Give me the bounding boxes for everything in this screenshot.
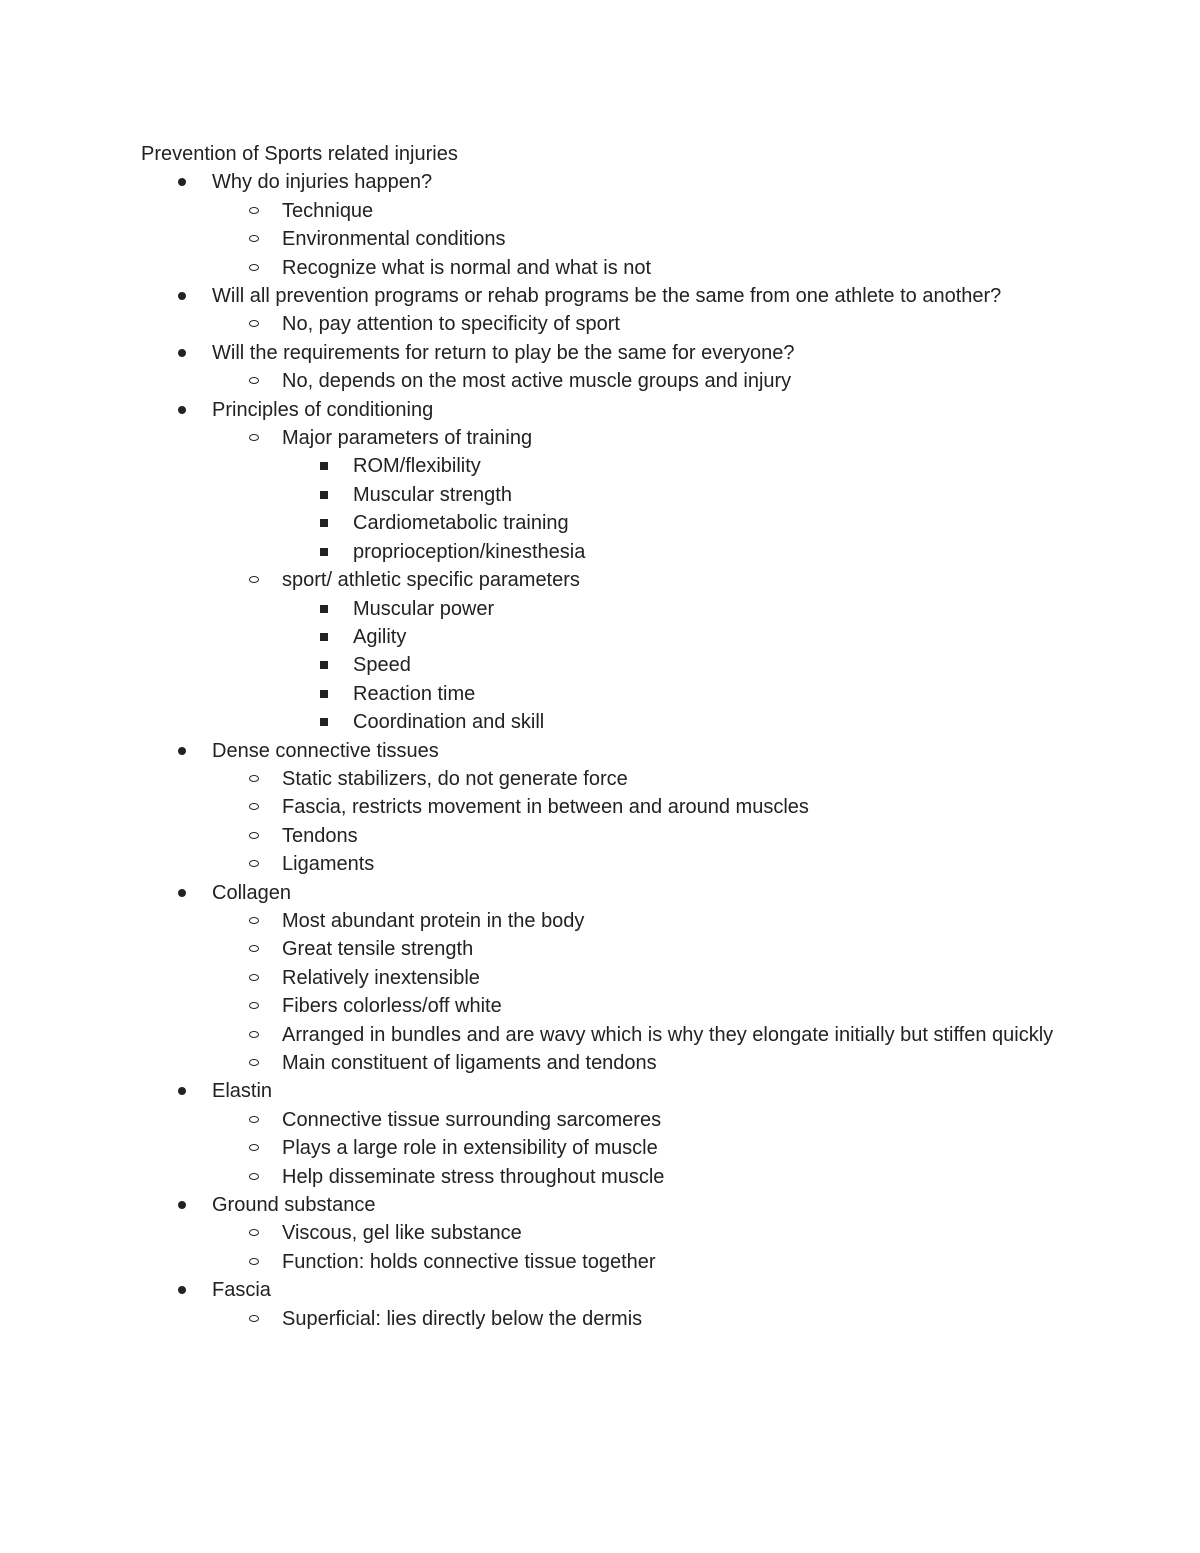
- bullet-circle-icon: [249, 320, 259, 327]
- list-item-text: Function: holds connective tissue together: [282, 1250, 656, 1273]
- list-item-text: Great tensile strength: [282, 938, 474, 961]
- bullet-square-icon: [320, 548, 328, 556]
- list-item-text: Principles of conditioning: [212, 398, 434, 421]
- list-item-level-1: [141, 1191, 1061, 1219]
- bullet-disc-icon: [178, 1286, 186, 1294]
- list-item-text: Main constituent of ligaments and tendons: [282, 1052, 657, 1074]
- list-item-text: Tendons: [282, 824, 358, 847]
- bullet-circle-icon: [249, 1002, 259, 1009]
- list-item-level-1: [141, 1276, 1061, 1304]
- list-item-text: Most abundant protein in the body: [282, 909, 585, 932]
- bullet-disc-icon: [178, 349, 186, 357]
- list-item-text: Technique: [282, 199, 374, 222]
- list-item-level-2: [141, 907, 1061, 935]
- bullet-circle-icon: [249, 945, 259, 952]
- list-item-text: Reaction time: [353, 682, 476, 705]
- bullet-square-icon: [320, 718, 328, 726]
- list-item-level-1: [141, 396, 1061, 424]
- list-item-level-3: [141, 680, 1061, 708]
- list-item-level-2: [141, 1219, 1061, 1247]
- list-item-text: Help disseminate stress throughout muscle: [282, 1165, 665, 1188]
- list-item-text: Arranged in bundles and are wavy which is why they elongate initially but stiffen quickly: [282, 1023, 1054, 1046]
- list-item-level-2: [141, 964, 1061, 992]
- list-item-text: Collagen: [212, 881, 291, 904]
- list-item-level-2: [141, 225, 1061, 253]
- list-item-text: Will all prevention programs or rehab programs be the same from one athlete to another?: [212, 285, 1002, 308]
- bullet-circle-icon: [249, 803, 259, 810]
- list-item-text: Fibers colorless/off white: [282, 995, 502, 1018]
- list-item-level-2: [141, 992, 1061, 1020]
- bullet-disc-icon: [178, 292, 186, 300]
- list-item-text: Fascia: [212, 1279, 271, 1302]
- list-item-level-3: [141, 708, 1061, 736]
- list-item-text: Dense connective tissues: [212, 739, 439, 762]
- list-item-text: Static stabilizers, do not generate force: [282, 767, 628, 790]
- list-item-level-2: [141, 1049, 1061, 1077]
- bullet-circle-icon: [249, 860, 259, 867]
- list-item-text: Elastin: [212, 1080, 273, 1103]
- list-item-text: No, pay attention to specificity of sport: [282, 313, 620, 336]
- bullet-circle-icon: [249, 1116, 259, 1123]
- list-item-level-2: [141, 1021, 1061, 1049]
- list-item-level-2: [141, 822, 1061, 850]
- list-item-level-3: [141, 595, 1061, 623]
- list-item-level-3: [141, 452, 1061, 480]
- list-item-level-2: [141, 424, 1061, 452]
- list-item-level-3: [141, 509, 1061, 537]
- bullet-circle-icon: [249, 1173, 259, 1180]
- bullet-circle-icon: [249, 377, 259, 384]
- list-item-text: Plays a large role in extensibility of muscle: [282, 1137, 658, 1160]
- bullet-circle-icon: [249, 832, 259, 839]
- list-item-text: Why do injuries happen?: [212, 171, 433, 194]
- list-item-level-2: [141, 254, 1061, 282]
- list-item-level-1: [141, 339, 1061, 367]
- bullet-square-icon: [320, 633, 328, 641]
- list-item-text: Major parameters of training: [282, 427, 533, 450]
- list-item-level-2: [141, 566, 1061, 594]
- bullet-circle-icon: [249, 1144, 259, 1151]
- bullet-square-icon: [320, 690, 328, 698]
- list-item-text: Recognize what is normal and what is not: [282, 256, 652, 279]
- list-item-level-3: [141, 538, 1061, 566]
- bullet-circle-icon: [249, 207, 259, 214]
- list-item-text: Ground substance: [212, 1194, 376, 1217]
- list-item-text: Relatively inextensible: [282, 966, 480, 989]
- list-item-text: Ligaments: [282, 853, 375, 876]
- list-item-level-2: [141, 1305, 1061, 1333]
- list-item-level-2: [141, 793, 1061, 821]
- list-item-text: Coordination and skill: [353, 711, 545, 734]
- bullet-circle-icon: [249, 1059, 259, 1066]
- bullet-disc-icon: [178, 889, 186, 897]
- list-item-level-2: [141, 850, 1061, 878]
- bullet-disc-icon: [178, 747, 186, 755]
- list-item-text: Superficial: lies directly below the dermis: [282, 1307, 643, 1330]
- bullet-square-icon: [320, 519, 328, 527]
- list-item-level-1: [141, 879, 1061, 907]
- list-item-level-2: [141, 1134, 1061, 1162]
- bullet-circle-icon: [249, 576, 259, 583]
- list-item-level-2: [141, 310, 1061, 338]
- bullet-circle-icon: [249, 235, 259, 242]
- bullet-disc-icon: [178, 406, 186, 414]
- list-item-level-2: [141, 367, 1061, 395]
- list-item-text: No, depends on the most active muscle groups and injury: [282, 370, 792, 393]
- list-item-level-2: [141, 935, 1061, 963]
- list-item-text: proprioception/kinesthesia: [353, 540, 586, 563]
- bullet-square-icon: [320, 491, 328, 499]
- list-item-text: Muscular strength: [353, 483, 512, 506]
- list-item-level-3: [141, 623, 1061, 651]
- list-item-level-2: [141, 1163, 1061, 1191]
- bullet-circle-icon: [249, 775, 259, 782]
- list-item-level-3: [141, 651, 1061, 679]
- bullet-circle-icon: [249, 974, 259, 981]
- bullet-circle-icon: [249, 1315, 259, 1322]
- list-item-text: Will the requirements for return to play be the same for everyone?: [212, 341, 795, 364]
- bullet-disc-icon: [178, 1087, 186, 1095]
- list-item-level-1: [141, 1077, 1061, 1105]
- list-item-text: Muscular power: [353, 597, 495, 620]
- bullet-circle-icon: [249, 1258, 259, 1265]
- bullet-disc-icon: [178, 178, 186, 186]
- list-item-text: Cardiometabolic training: [353, 512, 569, 535]
- list-item-text: Connective tissue surrounding sarcomeres: [282, 1108, 662, 1131]
- bullet-square-icon: [320, 462, 328, 470]
- bullet-circle-icon: [249, 1229, 259, 1236]
- bullet-circle-icon: [249, 264, 259, 271]
- list-item-text: Environmental conditions: [282, 228, 506, 251]
- list-item-level-3: [141, 481, 1061, 509]
- list-item-level-2: [141, 1248, 1061, 1276]
- bullet-outline: [141, 168, 1061, 1333]
- list-item-level-1: [141, 282, 1061, 310]
- list-item-level-2: [141, 197, 1061, 225]
- list-item-text: ROM/flexibility: [353, 455, 481, 478]
- list-item-text: Speed: [353, 654, 411, 677]
- bullet-square-icon: [320, 605, 328, 613]
- list-item-level-2: [141, 765, 1061, 793]
- bullet-square-icon: [320, 661, 328, 669]
- bullet-disc-icon: [178, 1201, 186, 1209]
- document-title: Prevention of Sports related injuries: [141, 143, 458, 165]
- list-item-level-1: [141, 168, 1061, 196]
- list-item-text: sport/ athletic specific parameters: [282, 569, 580, 592]
- bullet-circle-icon: [249, 434, 259, 441]
- list-item-level-1: [141, 737, 1061, 765]
- list-item-text: Viscous, gel like substance: [282, 1222, 522, 1245]
- document-body: [141, 140, 1061, 1333]
- bullet-circle-icon: [249, 917, 259, 924]
- list-item-text: Agility: [353, 625, 407, 648]
- list-item-text: Fascia, restricts movement in between and around muscles: [282, 796, 809, 819]
- list-item-level-2: [141, 1106, 1061, 1134]
- bullet-circle-icon: [249, 1031, 259, 1038]
